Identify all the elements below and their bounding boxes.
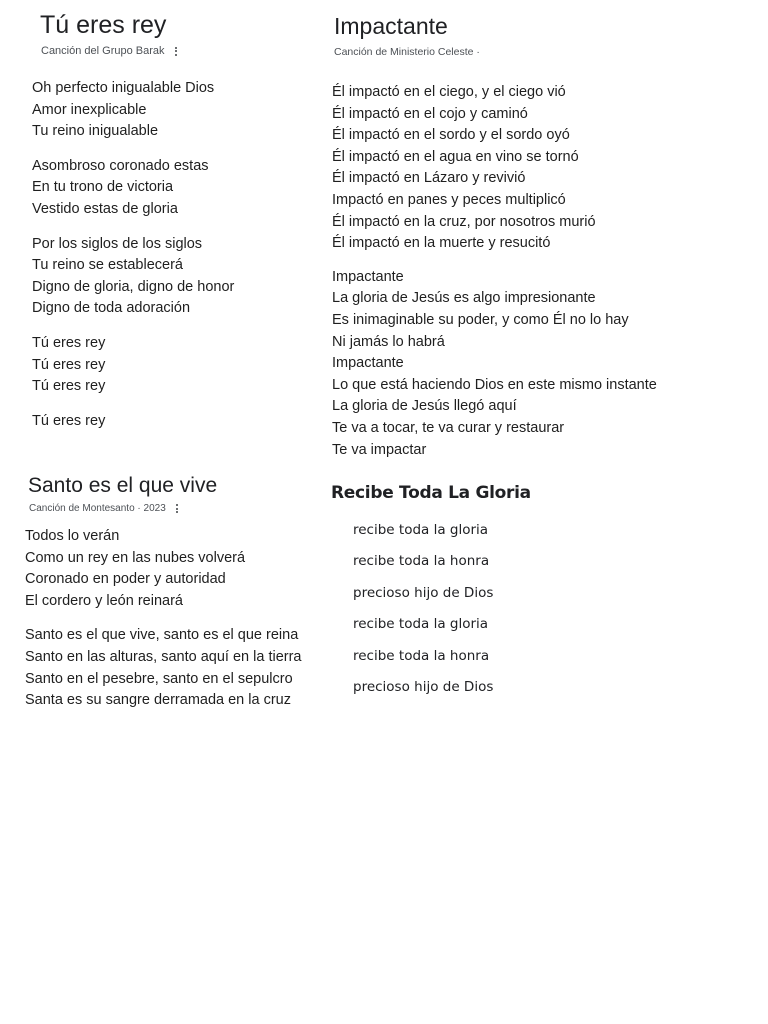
lyric-line: Tu reino se establecerá [32,257,183,274]
lyric-line: Impactante [332,355,404,372]
lyric-line: Ni jamás lo habrá [332,333,445,350]
lyric-line: Todos lo verán [25,528,120,544]
lyric-line: Impactó en panes y peces multiplicó [332,191,566,208]
lyric-line: Él impactó en el ciego, y el ciego vió [332,84,566,100]
lyric-line: Él impactó en el cojo y caminó [332,105,528,122]
lyric-line: Santa es su sangre derramada en la cruz [25,692,291,709]
more-options-icon[interactable] [175,504,179,513]
song-subtitle: Canción de Montesanto · 2023 [29,503,166,514]
lyric-line: Vestido estas de gloria [32,200,178,217]
lyric-line: La gloria de Jesús llegó aquí [332,398,517,415]
song-card-impactante [332,12,657,461]
lyric-line: Él impactó en el sordo y el sordo oyó [332,127,570,144]
song-card-tu-eres-rey [32,10,234,432]
lyric-line: Tu reino inigualable [32,123,159,140]
lyric-line: Asombroso coronado estas [32,157,209,174]
lyric-line: En tu trono de victoria [32,179,174,196]
lyrics [332,82,657,461]
lyric-line: Tú eres rey [32,378,106,395]
lyric-line: recibe toda la honra [353,647,490,664]
lyric-line: Tú eres rey [32,412,106,429]
lyrics [25,526,301,712]
song-title: Santo es el que vive [28,474,218,497]
lyric-stanza [32,234,234,320]
song-title: Recibe Toda La Gloria [331,483,531,503]
lyric-line: Por los siglos de los siglos [32,235,203,252]
lyric-stanza [32,78,234,143]
lyric-line: Santo en el pesebre, santo en el sepulcro [25,670,293,687]
lyric-line: El cordero y león reinará [25,592,183,609]
lyric-line: Te va impactar [332,441,427,458]
lyric-line: Él impactó en el agua en vino se tornó [332,148,579,165]
lyric-stanza [25,625,301,711]
song-subtitle-row [334,46,657,58]
song-subtitle: Canción de Ministerio Celeste · [334,46,480,58]
song-subtitle-row [29,503,301,514]
lyric-line: recibe toda la honra [353,553,490,570]
lyric-line: Como un rey en las nubes volverá [25,549,246,566]
lyric-line: Él impactó en la muerte y resucitó [332,235,551,252]
lyric-stanza [332,82,657,255]
song-title: Tú eres rey [40,11,167,39]
lyric-stanza [32,156,234,221]
lyrics [32,78,234,432]
lyric-line: Él impactó en la cruz, por nosotros murió [332,213,596,230]
lyric-line: Él impactó en Lázaro y revivió [332,170,526,187]
lyric-line: recibe toda la gloria [353,522,489,538]
lyric-line: Santo en las alturas, santo aquí en la tierra [25,648,302,665]
lyric-stanza [32,411,234,433]
lyric-line: recibe toda la gloria [353,616,489,633]
lyric-line: Lo que está haciendo Dios en este mismo instante [332,376,657,393]
lyric-line: precioso hijo de Dios [353,584,494,601]
lyric-stanza [25,526,301,612]
lyric-line: Impactante [332,268,404,285]
lyric-stanza [32,333,234,398]
lyric-line: Digno de gloria, digno de honor [32,278,235,295]
lyric-line: Tú eres rey [32,356,106,373]
song-card-recibe-toda-la-gloria [331,481,531,703]
lyric-line: Te va a tocar, te va curar y restaurar [332,419,565,436]
lyric-line: Tú eres rey [32,334,106,351]
lyric-stanza [332,267,657,461]
song-card-santo-es-el-que-vive [25,473,301,712]
lyric-line: Digno de toda adoración [32,300,191,317]
lyric-line: Coronado en poder y autoridad [25,571,226,588]
lyric-line: Santo es el que vive, santo es el que reina [25,627,299,644]
lyric-line: Amor inexplicable [32,101,147,118]
more-options-icon[interactable] [174,47,178,56]
lyrics [353,515,531,703]
song-title: Impactante [334,13,448,39]
lyric-line: precioso hijo de Dios [353,679,494,696]
lyric-line: Oh perfecto inigualable Dios [32,80,215,96]
song-subtitle-row [41,45,234,57]
lyric-line: Es inimaginable su poder, y como Él no lo hay [332,311,629,328]
song-subtitle: Canción del Grupo Barak [41,45,165,57]
lyric-stanza [353,515,531,703]
lyric-line: La gloria de Jesús es algo impresionante [332,290,596,307]
